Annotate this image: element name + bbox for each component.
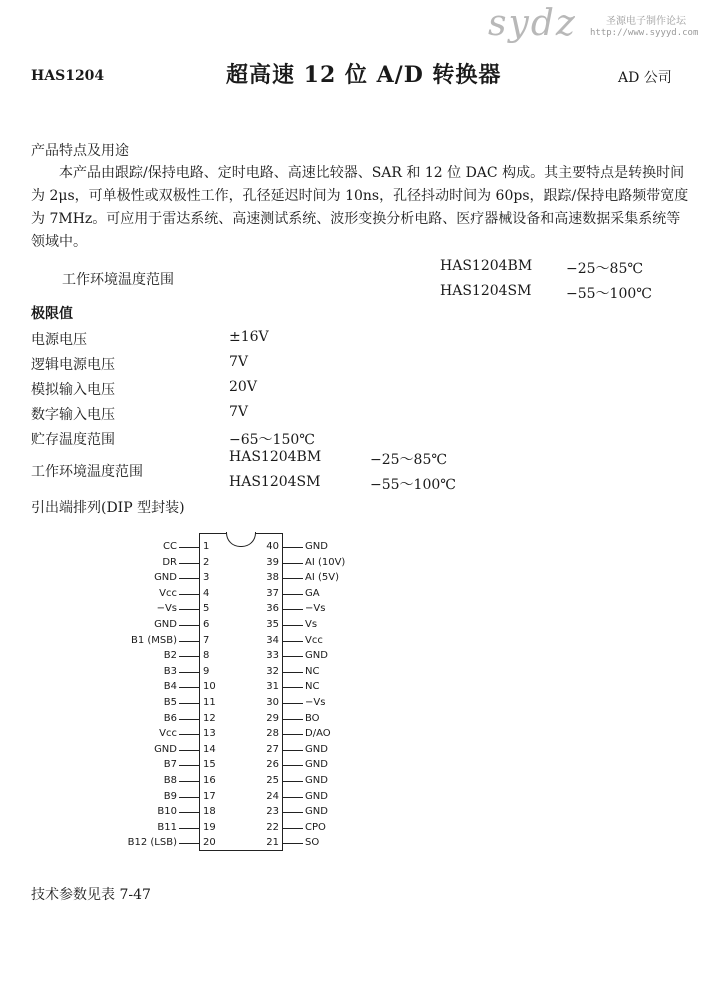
pin-lead-left: [179, 687, 199, 688]
pin-lead-right: [283, 563, 303, 564]
pin-lead-left: [179, 672, 199, 673]
pin-name-left: Vcc: [159, 587, 177, 599]
pin-lead-left: [179, 812, 199, 813]
pin-number-right: 25: [266, 775, 279, 786]
pin-name-right: Vs: [305, 619, 318, 630]
dip-notch: [226, 532, 256, 547]
pin-name-left: B1 (MSB): [130, 634, 177, 646]
pin-lead-right: [283, 547, 303, 548]
operating-temp-label: 工作环境温度范围: [62, 272, 174, 288]
pin-number-left: 9: [203, 665, 210, 677]
pin-number-left: 16: [203, 775, 216, 786]
limits-temp-part-bm: HAS1204BM: [229, 449, 322, 465]
pin-number-left: 3: [203, 572, 210, 584]
pin-name-left: B10: [157, 806, 177, 818]
limit-param: 逻辑电源电压: [31, 357, 115, 373]
pin-number-left: 6: [203, 619, 210, 630]
watermark: [488, 4, 702, 44]
limit-param: 数字输入电压: [31, 407, 115, 423]
pin-lead-left: [179, 594, 199, 595]
pin-number-right: 26: [266, 759, 279, 771]
pin-name-left: CC: [163, 541, 177, 552]
pin-name-left: B3: [163, 665, 177, 677]
pin-name-right: CPO: [305, 821, 326, 833]
pin-name-right: GND: [305, 541, 328, 552]
pin-number-left: 5: [203, 603, 210, 615]
pin-name-right: GND: [305, 806, 328, 818]
operating-range-sm: −55～100℃: [566, 286, 652, 302]
pin-number-right: 30: [266, 697, 279, 708]
pin-name-right: NC: [305, 681, 320, 693]
limit-value: ±16V: [229, 329, 269, 345]
features-heading: 产品特点及用途: [31, 143, 129, 159]
pin-lead-right: [283, 781, 303, 782]
pin-lead-right: [283, 828, 303, 829]
watermark-url: http://www.syyyd.com: [590, 28, 699, 38]
pin-number-right: 21: [266, 837, 279, 849]
pin-number-left: 17: [203, 790, 216, 802]
pin-number-right: 38: [266, 572, 279, 584]
pin-lead-right: [283, 843, 303, 844]
pin-name-left: GND: [154, 619, 177, 630]
pin-lead-right: [283, 594, 303, 595]
limit-value: 7V: [229, 404, 249, 420]
pin-number-right: 28: [266, 728, 279, 740]
pin-name-right: GND: [305, 650, 328, 662]
pin-lead-left: [179, 843, 199, 844]
pin-lead-left: [179, 563, 199, 564]
pin-lead-right: [283, 703, 303, 704]
pin-number-left: 12: [203, 712, 216, 724]
pin-number-left: 14: [203, 743, 216, 755]
pin-number-right: 40: [266, 541, 279, 552]
pin-lead-left: [179, 781, 199, 782]
pin-lead-right: [283, 765, 303, 766]
pin-lead-left: [179, 609, 199, 610]
pin-name-right: AI (5V): [305, 572, 339, 584]
pin-number-left: 10: [203, 681, 216, 693]
pin-name-right: D/AO: [305, 728, 331, 740]
pin-lead-left: [179, 656, 199, 657]
pin-number-right: 24: [266, 790, 279, 802]
operating-part-bm: HAS1204BM: [440, 258, 533, 274]
limits-temp-range-bm: −25～85℃: [370, 452, 448, 468]
pin-number-right: 39: [266, 556, 279, 568]
pin-name-left: B7: [163, 759, 177, 771]
pin-number-left: 15: [203, 759, 216, 771]
operating-range-bm: −25～85℃: [566, 261, 644, 277]
pin-number-right: 37: [266, 587, 279, 599]
pin-name-right: GA: [305, 587, 320, 599]
pin-number-left: 18: [203, 806, 216, 818]
pin-lead-left: [179, 828, 199, 829]
limits-heading: 极限值: [31, 306, 73, 322]
watermark-site: 圣源电子制作论坛: [606, 16, 686, 27]
pin-lead-right: [283, 578, 303, 579]
pin-lead-left: [179, 578, 199, 579]
pin-name-left: B4: [163, 681, 177, 693]
pin-name-left: GND: [154, 572, 177, 584]
pin-name-left: B2: [163, 650, 177, 662]
pin-lead-left: [179, 797, 199, 798]
limit-value: 20V: [229, 379, 257, 395]
pin-name-left: Vcc: [159, 728, 177, 740]
limit-param: 电源电压: [31, 332, 87, 348]
pin-number-left: 8: [203, 650, 210, 662]
pin-number-right: 32: [266, 665, 279, 677]
pin-lead-right: [283, 641, 303, 642]
pin-lead-left: [179, 719, 199, 720]
limit-param: 贮存温度范围: [31, 432, 115, 448]
pin-lead-left: [179, 750, 199, 751]
pin-lead-right: [283, 672, 303, 673]
pin-lead-right: [283, 656, 303, 657]
limit-value: 7V: [229, 354, 249, 370]
pin-lead-left: [179, 703, 199, 704]
pin-number-left: 7: [203, 634, 210, 646]
pin-name-right: GND: [305, 775, 328, 786]
pin-name-right: GND: [305, 759, 328, 771]
page-title: 超高速 12 位 A/D 转换器: [226, 62, 502, 88]
pin-number-left: 19: [203, 821, 216, 833]
pin-lead-left: [179, 734, 199, 735]
footer-note: 技术参数见表 7-47: [31, 887, 151, 903]
pin-number-right: 36: [266, 603, 279, 615]
pin-name-right: NC: [305, 665, 320, 677]
pin-name-left: B8: [163, 775, 177, 786]
pin-lead-right: [283, 734, 303, 735]
pin-name-right: BO: [305, 712, 320, 724]
pin-number-right: 33: [266, 650, 279, 662]
pin-number-left: 4: [203, 587, 210, 599]
operating-part-sm: HAS1204SM: [440, 283, 532, 299]
pinout-heading: 引出端排列(DIP 型封装): [31, 500, 185, 516]
pin-number-left: 2: [203, 556, 210, 568]
pin-name-left: B6: [163, 712, 177, 724]
limit-param: 模拟输入电压: [31, 382, 115, 398]
pin-name-right: SO: [305, 837, 320, 849]
pin-name-left: DR: [162, 556, 177, 568]
pin-name-right: AI (10V): [305, 556, 346, 568]
pin-name-right: GND: [305, 743, 328, 755]
model-number: HAS1204: [31, 68, 105, 84]
pin-name-right: −Vs: [305, 697, 326, 708]
pin-lead-right: [283, 750, 303, 751]
pin-name-left: B5: [163, 697, 177, 708]
pin-lead-left: [179, 765, 199, 766]
pin-number-right: 35: [266, 619, 279, 630]
pin-number-left: 20: [203, 837, 216, 849]
limits-temp-label: 工作环境温度范围: [31, 464, 143, 480]
pin-number-right: 34: [266, 634, 279, 646]
pin-lead-left: [179, 641, 199, 642]
company-name: AD 公司: [618, 70, 672, 86]
features-paragraph: 本产品由跟踪/保持电路、定时电路、高速比较器、SAR 和 12 位 DAC 构成。其主要特点是转换时间为 2μs，可单极性或双极性工作，孔径延迟时间为 10ns，孔径抖动时间为 60ps，跟踪/保持电路频带宽度为 7MHz。可应用于雷达系统、高速测试系统、波形变换分析电路、医疗器械设备和高速数据采集系统等领域中。: [31, 165, 689, 250]
pin-lead-right: [283, 625, 303, 626]
pin-lead-right: [283, 719, 303, 720]
limits-temp-range-sm: −55～100℃: [370, 477, 456, 493]
pin-number-left: 1: [203, 541, 210, 552]
limits-temp-part-sm: HAS1204SM: [229, 474, 321, 490]
pin-name-left: B12 (LSB): [127, 837, 177, 849]
pin-name-left: −Vs: [156, 603, 177, 615]
limit-value: −65～150℃: [229, 432, 315, 448]
pin-number-right: 29: [266, 712, 279, 724]
pin-name-left: B11: [157, 821, 177, 833]
pin-name-left: B9: [163, 790, 177, 802]
pin-number-right: 23: [266, 806, 279, 818]
pin-lead-right: [283, 687, 303, 688]
pin-lead-right: [283, 609, 303, 610]
pin-name-left: GND: [154, 743, 177, 755]
pin-name-right: Vcc: [305, 634, 323, 646]
pin-name-right: GND: [305, 790, 328, 802]
pin-number-left: 11: [203, 697, 216, 708]
pin-lead-right: [283, 797, 303, 798]
pin-lead-left: [179, 625, 199, 626]
watermark-logo: sydz: [488, 3, 577, 44]
pin-number-right: 27: [266, 743, 279, 755]
pin-lead-right: [283, 812, 303, 813]
pin-lead-left: [179, 547, 199, 548]
pin-number-right: 31: [266, 681, 279, 693]
pin-name-right: −Vs: [305, 603, 326, 615]
pin-number-right: 22: [266, 821, 279, 833]
pin-number-left: 13: [203, 728, 216, 740]
